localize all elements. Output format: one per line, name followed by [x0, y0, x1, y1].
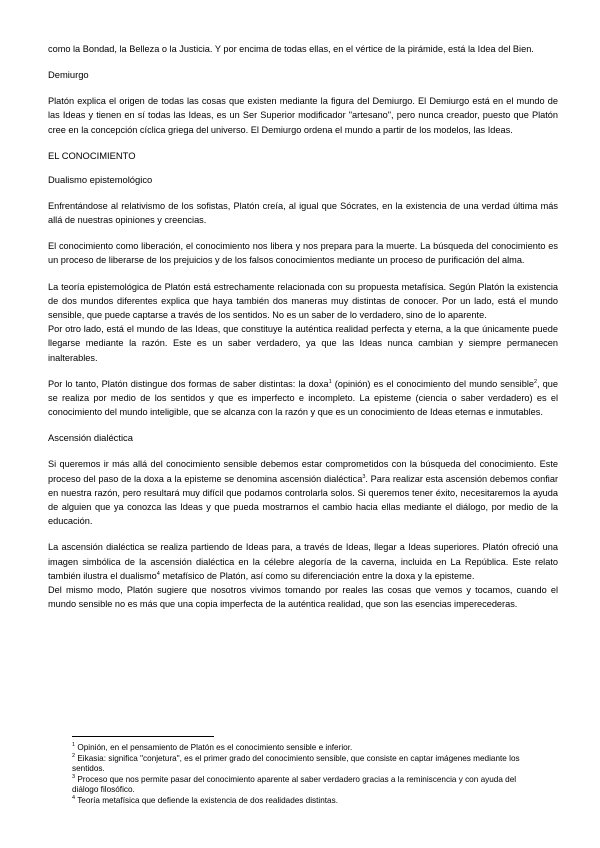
footnote-text: Eikasia: significa "conjetura", es el primer grado del conocimiento sensible, que consiste en captar imágenes mediante los sentidos. [72, 753, 520, 774]
paragraph-doxa [48, 377, 558, 420]
paragraph-teoria: La teoría epistemológica de Platón está estrechamente relacionada con su propuesta metafísica. Según Platón la existencia de dos mundos diferentes explica que haya también dos maneras muy distintas de conocer. Por un lado, está el mundo sensible, que puede captarse a través de los sentidos. No es un saber de lo verdadero, sino de lo aparente. [48, 281, 558, 321]
paragraph-caverna [48, 540, 558, 583]
paragraph-demiurgo: Platón explica el origen de todas las cosas que existen mediante la figura del Demiurgo. El Demiurgo está en el mundo de las Ideas y tienen en sí todas las Ideas, es un Ser Superior modificador "artesano", pero nunca creador, puesto que Platón cree en la concepción cíclica griega del universo. El Demiurgo ordena el mundo a partir de los modelos, las Ideas. [48, 96, 558, 135]
footnote-3 [72, 775, 527, 796]
document-body [48, 42, 558, 611]
footnote-2 [72, 754, 527, 775]
text-segment: Por lo tanto, Platón distingue dos formas de saber distintas: la doxa [48, 378, 329, 389]
footnote-ref-4[interactable]: 4 [156, 570, 160, 577]
heading-demiurgo: Demiurgo [48, 69, 89, 81]
footnote-1 [72, 743, 527, 754]
text-segment: metafísico de Platón, así como su diferenciación entre la doxa y la episteme. [159, 570, 475, 581]
spacer [48, 82, 558, 94]
paragraph-liberacion: El conocimiento como liberación, el conocimiento nos libera y nos prepara para la muerte. La búsqueda del conocimiento es un proceso de liberarse de los prejuicios y de los falsos conocimientos mediante un proceso de purificación del alma. [48, 241, 558, 266]
spacer [48, 419, 558, 431]
text-segment: . Para realizar esta ascensión debemos confiar en nuestra razón, pero resultará muy difícil que podamos controlarla solos. Si queremos tener éxito, necesitaremos la ayuda de alguien que ya conozca las Ideas y que pueda mostrarnos el cambio hacia ellas mediante el diálogo, por medio de la educación. [48, 473, 559, 527]
spacer [48, 445, 558, 457]
heading-conocimiento: EL CONOCIMIENTO [48, 149, 136, 161]
footnotes-section [72, 743, 527, 807]
paragraph-sofistas: Enfrentándose al relativismo de los sofistas, Platón creía, al igual que Sócrates, en la existencia de una verdad última más allá de nuestras opiniones y creencias. [48, 200, 558, 226]
footnote-number: 2 [72, 752, 76, 759]
heading-dualismo: Dualismo epistemológico [48, 173, 153, 185]
spacer [48, 187, 558, 199]
text-segment: (opinión) es el conocimiento del mundo sensible [331, 378, 534, 389]
spacer [48, 365, 558, 377]
footnote-4 [72, 796, 527, 807]
footnote-text: Opinión, en el pensamiento de Platón es el conocimiento sensible e inferior. [75, 743, 353, 752]
footnote-number: 4 [72, 794, 76, 801]
spacer [48, 528, 558, 540]
footnote-divider [72, 736, 214, 737]
text-segment: Si queremos ir más allá del conocimiento sensible debemos estar comprometidos con la búsqueda del conocimiento. Este proceso del paso de la doxa a la episteme se denomina ascensión dialéctica [48, 459, 558, 484]
footnote-ref-3[interactable]: 3 [362, 473, 366, 480]
footnote-ref-1[interactable]: 1 [328, 378, 332, 385]
footnote-text: Teoría metafísica que defiende la existencia de dos realidades distintas. [75, 795, 338, 805]
spacer [48, 163, 558, 173]
paragraph-otro-lado: Por otro lado, está el mundo de las Ideas, que constituye la auténtica realidad perfecta y eterna, a la que únicamente puede llegarse mediante la razón. Este es un saber verdadero, ya que las Ideas nunca cambian y siempre permanecen inalterables. [48, 324, 558, 363]
spacer [48, 227, 558, 239]
footnote-ref-2[interactable]: 2 [533, 378, 538, 385]
footnote-number: 3 [72, 773, 76, 780]
spacer [48, 56, 558, 68]
footnote-text: Proceso que nos permite pasar del conocimiento aparente al saber verdadero gracias a la reminiscencia y con ayuda del diálogo filosófico. [72, 774, 517, 795]
spacer [48, 268, 558, 280]
paragraph-intro: como la Bondad, la Belleza o la Justicia. Y por encima de todas ellas, en el vértice de la pirámide, está la Idea del Bien. [48, 44, 534, 54]
paragraph-final: Del mismo modo, Platón sugiere que nosotros vivimos tomando por reales las cosas que vemos y tocamos, cuando el mundo sensible no es más que una copia imperfecta de la auténtica realidad, que son las esencias imperecederas. [48, 585, 558, 610]
text-segment: , que se realiza por medio de los sentidos y que es imperfecto e incompleto. La episteme (ciencia o saber verdadero) es el conocimiento del mundo inteligible, que se alcanza con la razón y que es un conocimiento de Ideas eternas e inmutables. [48, 378, 559, 418]
text-segment: La ascensión dialéctica se realiza partiendo de Ideas para, a través de Ideas, llegar a Ideas superiores. Platón ofreció una imagen simbólica de la ascensión dialéctica en la célebre alegoría de la caverna, incluida en La República. Este relato también ilustra el dualismo [48, 542, 558, 581]
spacer [48, 137, 558, 149]
footnote-number: 1 [72, 742, 76, 748]
paragraph-ascension [48, 457, 558, 528]
heading-ascension: Ascensión dialéctica [48, 432, 133, 444]
